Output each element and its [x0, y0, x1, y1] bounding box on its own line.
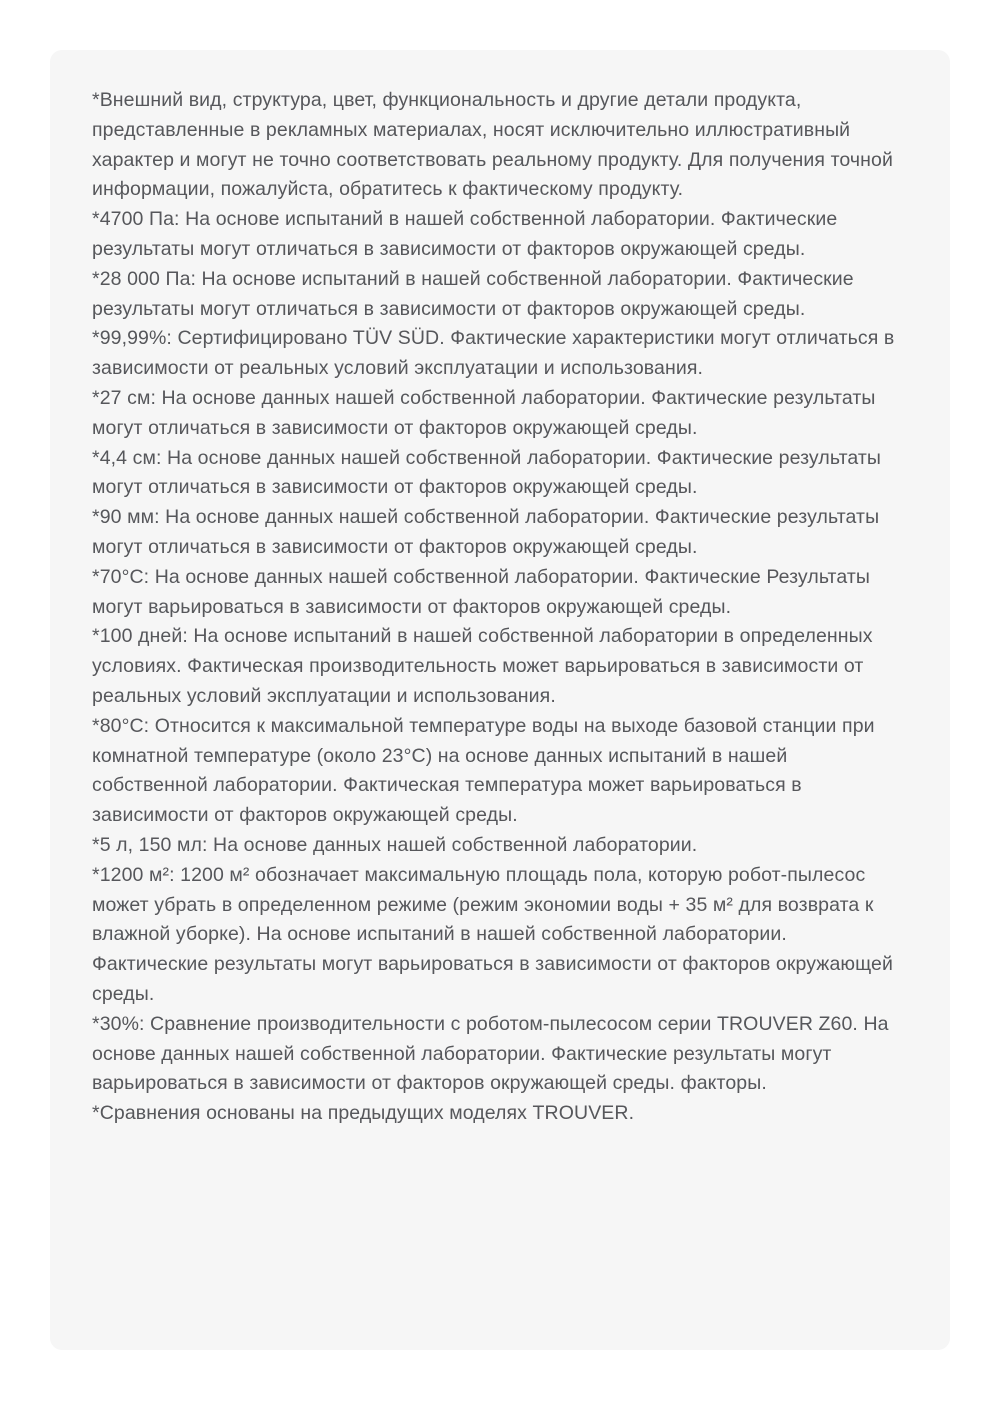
disclaimer-paragraph: *80°C: Относится к максимальной температуре воды на выходе базовой станции при комнатной температуре (около 23°C) на основе данных испытаний в нашей собственной лаборатории. Фактическая температура может варьироваться в зависимости от факторов окружающей среды.	[92, 714, 875, 827]
disclaimer-text-block	[92, 86, 908, 1129]
disclaimer-paragraph: *1200 м²: 1200 м² обозначает максимальную площадь пола, которую робот-пылесос может убрать в определенном режиме (режим экономии воды + 35 м² для возврата к влажной уборке). На основе испытаний в нашей собственной лаборатории. Фактические результаты могут варьироваться в зависимости от факторов окружающей среды.	[92, 863, 893, 1005]
disclaimer-paragraph: *30%: Сравнение производительности с роботом-пылесосом серии TROUVER Z60. На основе данных нашей собственной лаборатории. Фактические результаты могут варьироваться в зависимости от факторов окружающей среды. факторы.	[92, 1012, 889, 1095]
disclaimer-paragraph: *99,99%: Сертифицировано TÜV SÜD. Фактические характеристики могут отличаться в зависимости от реальных условий эксплуатации и использования.	[92, 327, 895, 380]
disclaimer-paragraph: *27 см: На основе данных нашей собственной лаборатории. Фактические результаты могут отличаться в зависимости от факторов окружающей среды.	[92, 386, 876, 439]
disclaimer-paragraph: *4700 Па: На основе испытаний в нашей собственной лаборатории. Фактические результаты могут отличаться в зависимости от факторов окружающей среды.	[92, 208, 838, 260]
disclaimer-paragraph: *70°C: На основе данных нашей собственной лаборатории. Фактические Результаты могут варьироваться в зависимости от факторов окружающей среды.	[92, 565, 871, 618]
disclaimer-paragraph: *Внешний вид, структура, цвет, функциональность и другие детали продукта, представленные в рекламных материалах, носят исключительно иллюстративный характер и могут не точно соответствовать реальному продукту. Для получения точной информации, пожалуйста, обратитесь к фактическому продукту.	[92, 89, 893, 201]
disclaimer-card	[50, 50, 950, 1350]
disclaimer-paragraph: *5 л, 150 мл: На основе данных нашей собственной лаборатории.	[92, 833, 698, 856]
disclaimer-paragraph: *28 000 Па: На основе испытаний в нашей собственной лаборатории. Фактические результаты могут отличаться в зависимости от факторов окружающей среды.	[92, 267, 854, 320]
disclaimer-paragraph: *100 дней: На основе испытаний в нашей собственной лаборатории в определенных условиях. Фактическая производительность может варьироваться в зависимости от реальных условий эксплуатации и использования.	[92, 625, 873, 707]
disclaimer-paragraph: *90 мм: На основе данных нашей собственной лаборатории. Фактические результаты могут отличаться в зависимости от факторов окружающей среды.	[92, 506, 880, 558]
disclaimer-paragraph: *Сравнения основаны на предыдущих моделях TROUVER.	[92, 1102, 635, 1125]
disclaimer-paragraph: *4,4 см: На основе данных нашей собственной лаборатории. Фактические результаты могут отличаться в зависимости от факторов окружающей среды.	[92, 446, 882, 499]
